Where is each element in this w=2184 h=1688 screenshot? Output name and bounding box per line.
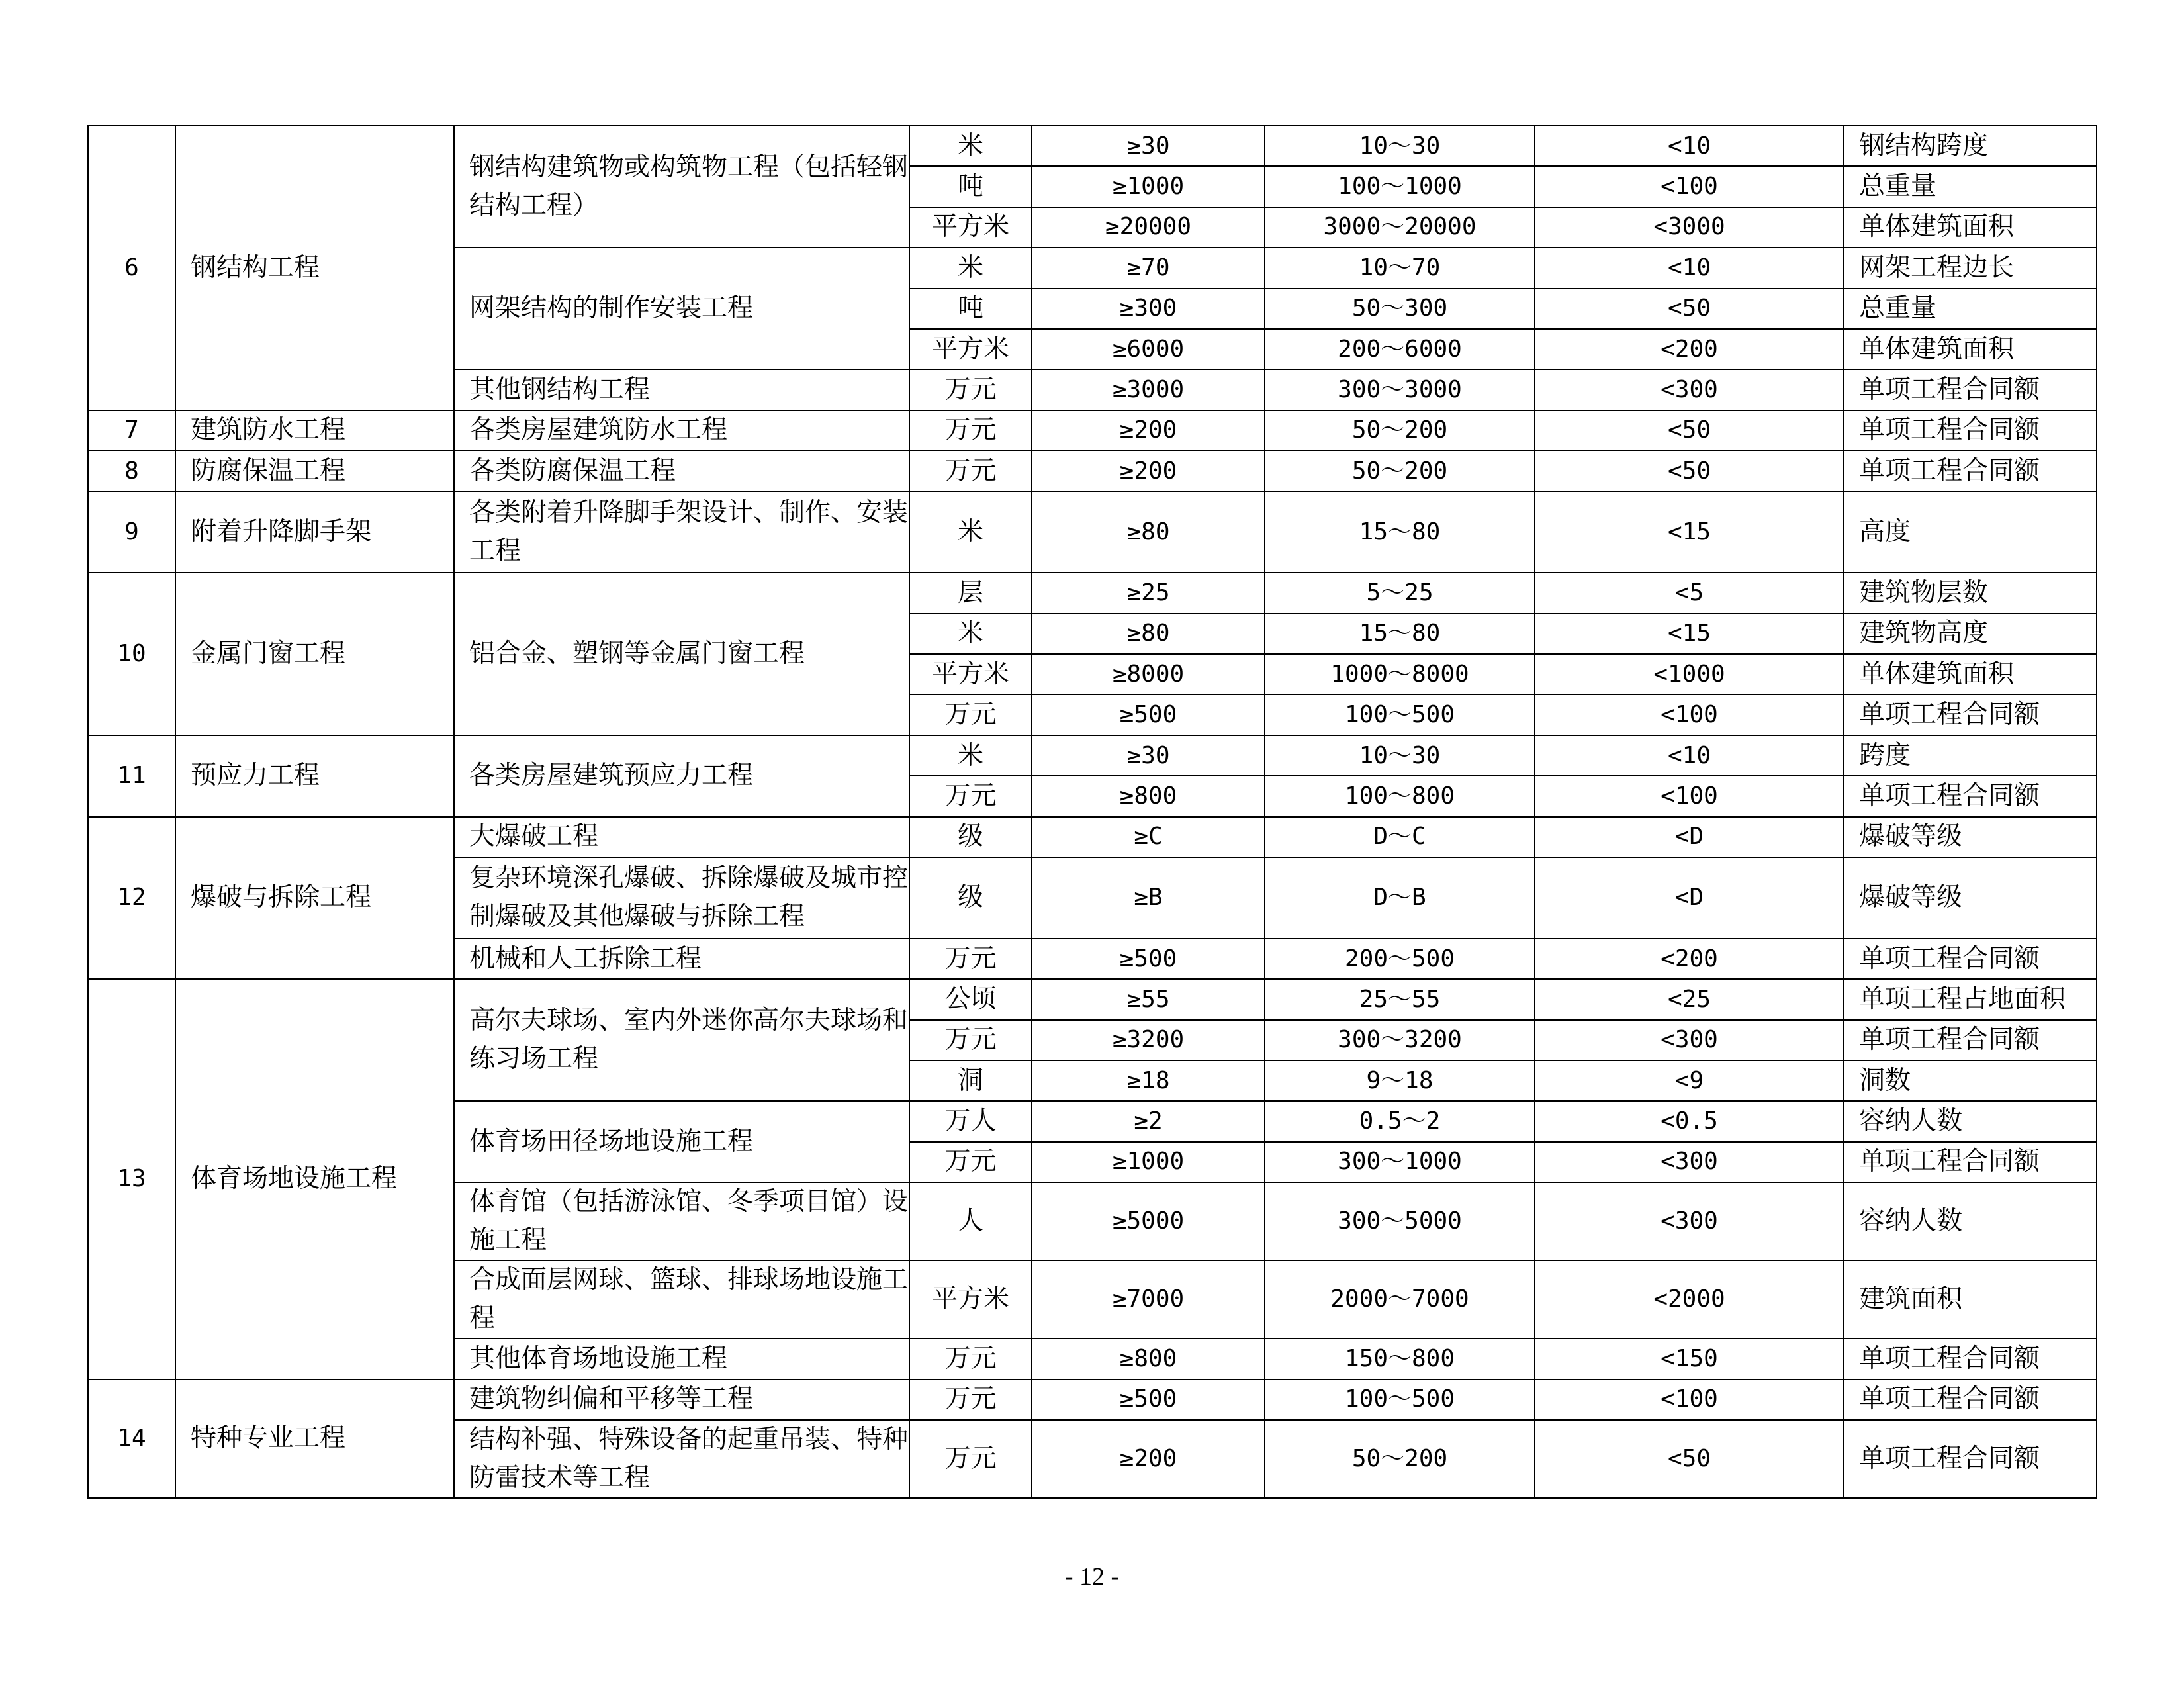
large-threshold-cell: ≥B [1032,857,1265,939]
note-cell: 单体建筑面积 [1844,329,2097,369]
item-number: 14 [88,1380,175,1498]
large-threshold-cell: ≥6000 [1032,329,1265,369]
item-number: 8 [88,451,175,491]
large-threshold-cell: ≥55 [1032,979,1265,1019]
large-threshold-cell: ≥80 [1032,492,1265,573]
medium-range-cell: 0.5～2 [1265,1101,1535,1141]
large-threshold-cell: ≥1000 [1032,1142,1265,1182]
unit-cell: 万元 [909,939,1032,979]
subitem-name: 复杂环境深孔爆破、拆除爆破及城市控制爆破及其他爆破与拆除工程 [454,857,909,939]
note-cell: 容纳人数 [1844,1101,2097,1141]
medium-range-cell: 300～5000 [1265,1182,1535,1260]
small-threshold-cell: <300 [1535,1020,1844,1060]
note-cell: 容纳人数 [1844,1182,2097,1260]
large-threshold-cell: ≥80 [1032,614,1265,654]
subitem-name: 各类防腐保温工程 [454,451,909,491]
small-threshold-cell: <15 [1535,492,1844,573]
small-threshold-cell: <100 [1535,166,1844,207]
note-cell: 网架工程边长 [1844,248,2097,288]
table-row [88,735,2097,776]
small-threshold-cell: <D [1535,857,1844,939]
note-cell: 单项工程合同额 [1844,451,2097,491]
large-threshold-cell: ≥300 [1032,289,1265,329]
small-threshold-cell: <50 [1535,451,1844,491]
unit-cell: 平方米 [909,654,1032,694]
table-row [88,979,2097,1019]
item-number: 6 [88,126,175,410]
note-cell: 单项工程占地面积 [1844,979,2097,1019]
unit-cell: 人 [909,1182,1032,1260]
table-row [88,573,2097,613]
unit-cell: 万元 [909,1338,1032,1379]
medium-range-cell: 50～300 [1265,289,1535,329]
medium-range-cell: 2000～7000 [1265,1260,1535,1338]
table-row [88,451,2097,491]
note-cell: 建筑物高度 [1844,614,2097,654]
small-threshold-cell: <300 [1535,1142,1844,1182]
small-threshold-cell: <9 [1535,1060,1844,1101]
note-cell: 高度 [1844,492,2097,573]
unit-cell: 平方米 [909,207,1032,248]
subitem-name: 体育馆（包括游泳馆、冬季项目馆）设施工程 [454,1182,909,1260]
page-number: - 12 - [1064,1563,1120,1591]
unit-cell: 米 [909,735,1032,776]
large-threshold-cell: ≥3200 [1032,1020,1265,1060]
unit-cell: 米 [909,248,1032,288]
small-threshold-cell: <150 [1535,1338,1844,1379]
subitem-name: 高尔夫球场、室内外迷你高尔夫球场和练习场工程 [454,979,909,1101]
large-threshold-cell: ≥200 [1032,1420,1265,1498]
medium-range-cell: 100～800 [1265,776,1535,816]
medium-range-cell: 100～500 [1265,1380,1535,1420]
medium-range-cell: 200～6000 [1265,329,1535,369]
small-threshold-cell: <1000 [1535,654,1844,694]
small-threshold-cell: <300 [1535,369,1844,410]
unit-cell: 万元 [909,1420,1032,1498]
small-threshold-cell: <0.5 [1535,1101,1844,1141]
large-threshold-cell: ≥800 [1032,776,1265,816]
medium-range-cell: 300～3000 [1265,369,1535,410]
note-cell: 跨度 [1844,735,2097,776]
table-row [88,492,2097,573]
unit-cell: 万元 [909,1380,1032,1420]
medium-range-cell: 10～30 [1265,126,1535,166]
unit-cell: 米 [909,614,1032,654]
note-cell: 单项工程合同额 [1844,1338,2097,1379]
small-threshold-cell: <2000 [1535,1260,1844,1338]
large-threshold-cell: ≥200 [1032,410,1265,451]
subitem-name: 建筑物纠偏和平移等工程 [454,1380,909,1420]
subitem-name: 各类附着升降脚手架设计、制作、安装工程 [454,492,909,573]
large-threshold-cell: ≥1000 [1032,166,1265,207]
small-threshold-cell: <10 [1535,248,1844,288]
category-name: 预应力工程 [175,735,454,817]
note-cell: 总重量 [1844,166,2097,207]
note-cell: 单项工程合同额 [1844,1142,2097,1182]
medium-range-cell: 50～200 [1265,1420,1535,1498]
medium-range-cell: 300～3200 [1265,1020,1535,1060]
unit-cell: 层 [909,573,1032,613]
subitem-name: 结构补强、特殊设备的起重吊装、特种防雷技术等工程 [454,1420,909,1498]
small-threshold-cell: <10 [1535,735,1844,776]
subitem-name: 各类房屋建筑预应力工程 [454,735,909,817]
qualification-scale-table [87,125,2097,1499]
item-number: 10 [88,573,175,735]
item-number: 7 [88,410,175,451]
small-threshold-cell: <50 [1535,289,1844,329]
large-threshold-cell: ≥5000 [1032,1182,1265,1260]
note-cell: 单项工程合同额 [1844,1380,2097,1420]
unit-cell: 万人 [909,1101,1032,1141]
large-threshold-cell: ≥20000 [1032,207,1265,248]
medium-range-cell: D～C [1265,817,1535,857]
large-threshold-cell: ≥500 [1032,939,1265,979]
note-cell: 单项工程合同额 [1844,1420,2097,1498]
unit-cell: 万元 [909,410,1032,451]
unit-cell: 万元 [909,1142,1032,1182]
large-threshold-cell: ≥30 [1032,735,1265,776]
medium-range-cell: 25～55 [1265,979,1535,1019]
unit-cell: 吨 [909,289,1032,329]
note-cell: 单项工程合同额 [1844,776,2097,816]
large-threshold-cell: ≥3000 [1032,369,1265,410]
unit-cell: 吨 [909,166,1032,207]
note-cell: 建筑物层数 [1844,573,2097,613]
item-number: 11 [88,735,175,817]
medium-range-cell: 15～80 [1265,614,1535,654]
unit-cell: 平方米 [909,1260,1032,1338]
medium-range-cell: 15～80 [1265,492,1535,573]
subitem-name: 各类房屋建筑防水工程 [454,410,909,451]
category-name: 金属门窗工程 [175,573,454,735]
medium-range-cell: 1000～8000 [1265,654,1535,694]
category-name: 爆破与拆除工程 [175,817,454,980]
unit-cell: 平方米 [909,329,1032,369]
unit-cell: 万元 [909,1020,1032,1060]
small-threshold-cell: <200 [1535,329,1844,369]
note-cell: 单项工程合同额 [1844,939,2097,979]
item-number: 9 [88,492,175,573]
note-cell: 建筑面积 [1844,1260,2097,1338]
medium-range-cell: 100～500 [1265,694,1535,735]
subitem-name: 其他钢结构工程 [454,369,909,410]
subitem-name: 铝合金、塑钢等金属门窗工程 [454,573,909,735]
medium-range-cell: 150～800 [1265,1338,1535,1379]
table-row [88,126,2097,166]
small-threshold-cell: <5 [1535,573,1844,613]
note-cell: 钢结构跨度 [1844,126,2097,166]
medium-range-cell: 100～1000 [1265,166,1535,207]
note-cell: 单体建筑面积 [1844,654,2097,694]
table-body [88,126,2097,1498]
small-threshold-cell: <300 [1535,1182,1844,1260]
medium-range-cell: 50～200 [1265,410,1535,451]
unit-cell: 公顷 [909,979,1032,1019]
subitem-name: 机械和人工拆除工程 [454,939,909,979]
small-threshold-cell: <15 [1535,614,1844,654]
item-number: 13 [88,979,175,1379]
unit-cell: 洞 [909,1060,1032,1101]
small-threshold-cell: <100 [1535,694,1844,735]
large-threshold-cell: ≥18 [1032,1060,1265,1101]
table-row [88,1380,2097,1420]
subitem-name: 钢结构建筑物或构筑物工程（包括轻钢结构工程） [454,126,909,248]
item-number: 12 [88,817,175,980]
small-threshold-cell: <D [1535,817,1844,857]
unit-cell: 万元 [909,369,1032,410]
note-cell: 单项工程合同额 [1844,694,2097,735]
subitem-name: 大爆破工程 [454,817,909,857]
note-cell: 单项工程合同额 [1844,1020,2097,1060]
note-cell: 单体建筑面积 [1844,207,2097,248]
note-cell: 单项工程合同额 [1844,410,2097,451]
category-name: 附着升降脚手架 [175,492,454,573]
table-row [88,410,2097,451]
large-threshold-cell: ≥500 [1032,1380,1265,1420]
category-name: 建筑防水工程 [175,410,454,451]
category-name: 体育场地设施工程 [175,979,454,1379]
subitem-name: 体育场田径场地设施工程 [454,1101,909,1182]
category-name: 钢结构工程 [175,126,454,410]
note-cell: 洞数 [1844,1060,2097,1101]
large-threshold-cell: ≥800 [1032,1338,1265,1379]
small-threshold-cell: <25 [1535,979,1844,1019]
large-threshold-cell: ≥7000 [1032,1260,1265,1338]
subitem-name: 合成面层网球、篮球、排球场地设施工程 [454,1260,909,1338]
medium-range-cell: 3000～20000 [1265,207,1535,248]
unit-cell: 万元 [909,451,1032,491]
medium-range-cell: 50～200 [1265,451,1535,491]
unit-cell: 级 [909,817,1032,857]
medium-range-cell: 9～18 [1265,1060,1535,1101]
unit-cell: 米 [909,492,1032,573]
small-threshold-cell: <50 [1535,1420,1844,1498]
large-threshold-cell: ≥8000 [1032,654,1265,694]
unit-cell: 万元 [909,694,1032,735]
subitem-name: 其他体育场地设施工程 [454,1338,909,1379]
medium-range-cell: 300～1000 [1265,1142,1535,1182]
category-name: 特种专业工程 [175,1380,454,1498]
large-threshold-cell: ≥25 [1032,573,1265,613]
note-cell: 爆破等级 [1844,857,2097,939]
medium-range-cell: 10～30 [1265,735,1535,776]
note-cell: 单项工程合同额 [1844,369,2097,410]
small-threshold-cell: <10 [1535,126,1844,166]
small-threshold-cell: <200 [1535,939,1844,979]
unit-cell: 级 [909,857,1032,939]
small-threshold-cell: <50 [1535,410,1844,451]
medium-range-cell: 10～70 [1265,248,1535,288]
small-threshold-cell: <100 [1535,1380,1844,1420]
large-threshold-cell: ≥30 [1032,126,1265,166]
large-threshold-cell: ≥70 [1032,248,1265,288]
large-threshold-cell: ≥500 [1032,694,1265,735]
subitem-name: 网架结构的制作安装工程 [454,248,909,369]
medium-range-cell: 5～25 [1265,573,1535,613]
note-cell: 爆破等级 [1844,817,2097,857]
small-threshold-cell: <100 [1535,776,1844,816]
table-row [88,817,2097,857]
unit-cell: 米 [909,126,1032,166]
category-name: 防腐保温工程 [175,451,454,491]
medium-range-cell: D～B [1265,857,1535,939]
unit-cell: 万元 [909,776,1032,816]
large-threshold-cell: ≥2 [1032,1101,1265,1141]
medium-range-cell: 200～500 [1265,939,1535,979]
large-threshold-cell: ≥200 [1032,451,1265,491]
note-cell: 总重量 [1844,289,2097,329]
small-threshold-cell: <3000 [1535,207,1844,248]
large-threshold-cell: ≥C [1032,817,1265,857]
